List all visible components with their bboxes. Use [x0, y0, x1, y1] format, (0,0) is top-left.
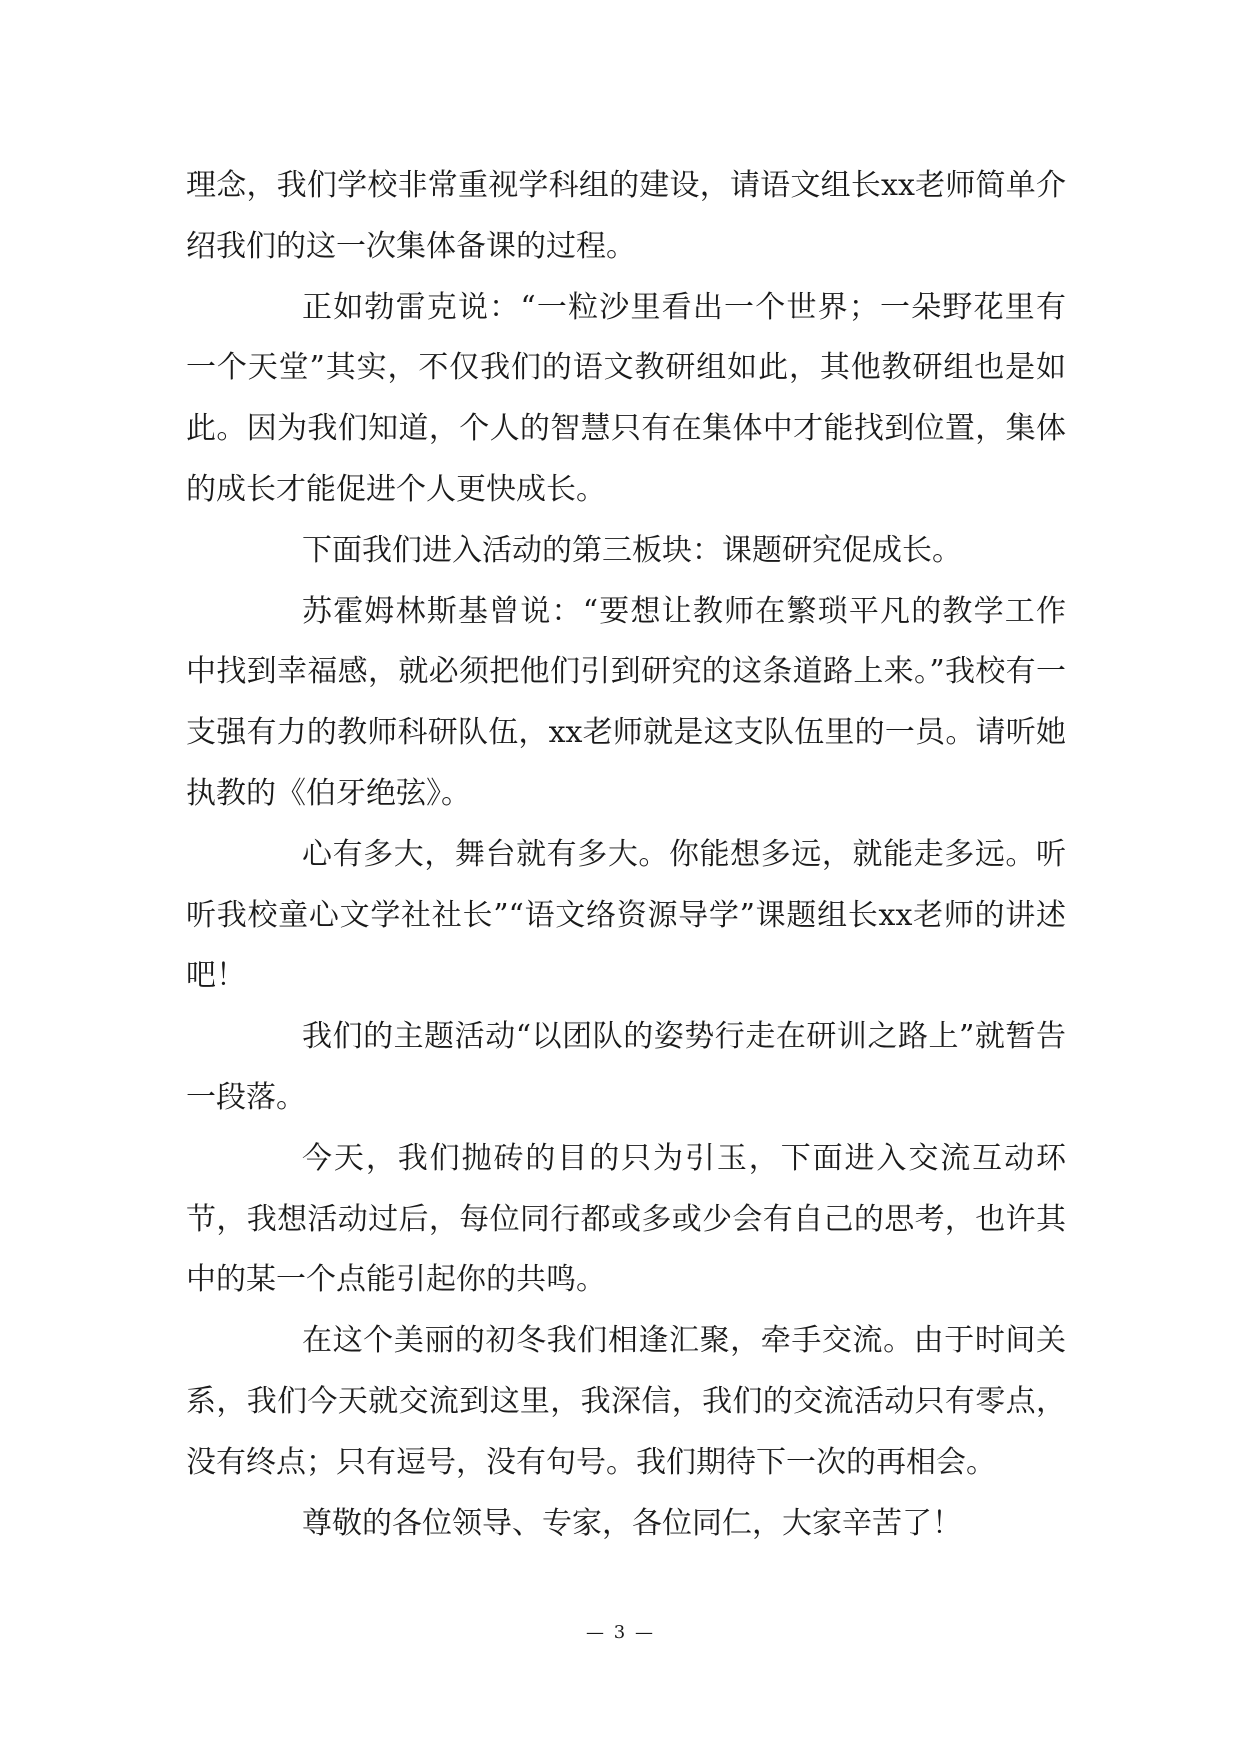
paragraph: 心有多大，舞台就有多大。你能想多远，就能走多远。听听我校童心文学社社长”“语文络资源导学”课题组长xx老师的讲述吧！ [186, 836, 1066, 994]
paragraph: 苏霍姆林斯基曾说：“要想让教师在繁琐平凡的教学工作中找到幸福感，就必须把他们引到研究的这条道路上来。”我校有一支强有力的教师科研队伍，xx老师就是这支队伍里的一员。请听她执教的《伯牙绝弦》。 [186, 593, 1066, 811]
paragraph: 在这个美丽的初冬我们相逢汇聚，牵手交流。由于时间关系，我们今天就交流到这里，我深信，我们的交流活动只有零点，没有终点；只有逗号，没有句号。我们期待下一次的再相会。 [186, 1323, 1066, 1480]
paragraph: 下面我们进入活动的第三板块：课题研究促成长。 [302, 532, 962, 568]
paragraph: 今天，我们抛砖的目的只为引玉，下面进入交流互动环节，我想活动过后，每位同行都或多或少会有自己的思考，也许其中的某一个点能引起你的共鸣。 [186, 1140, 1066, 1298]
paragraph: 尊敬的各位领导、专家，各位同仁，大家辛苦了！ [302, 1505, 962, 1541]
page-number: — 3 — [586, 1622, 655, 1643]
paragraph: 我们的主题活动“以团队的姿势行走在研训之路上”就暂告一段落。 [186, 1019, 1066, 1115]
document-body [186, 156, 1066, 1554]
paragraph-continuation: 理念，我们学校非常重视学科组的建设，请语文组长xx老师简单介绍我们的这一次集体备课的过程。 [186, 168, 1066, 264]
paragraph: 正如勃雷克说：“一粒沙里看出一个世界；一朵野花里有一个天堂”其实，不仅我们的语文教研组如此，其他教研组也是如此。因为我们知道，个人的智慧只有在集体中才能找到位置，集体的成长才能促进个人更快成长。 [186, 289, 1066, 507]
